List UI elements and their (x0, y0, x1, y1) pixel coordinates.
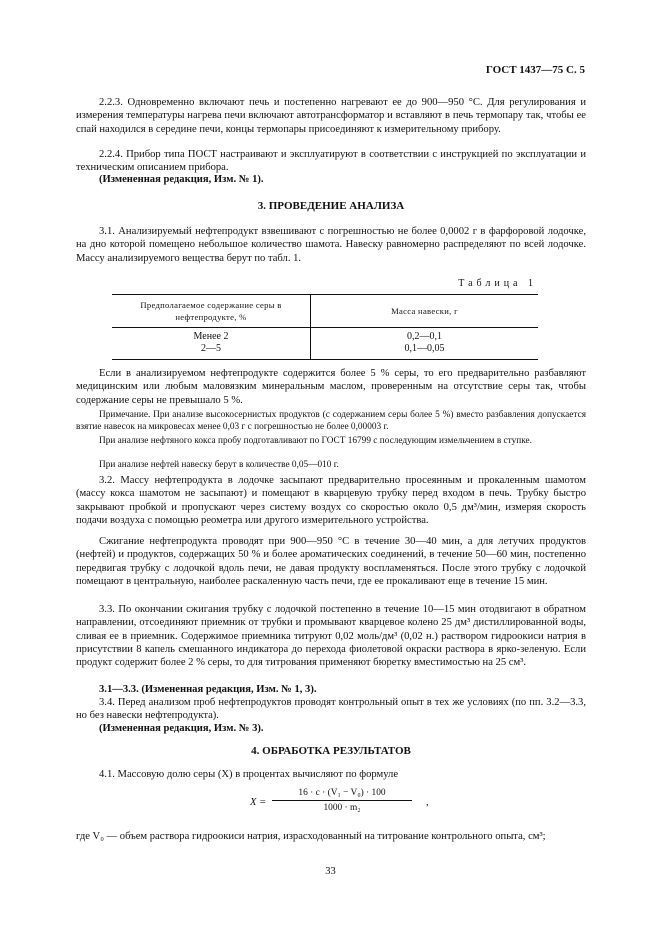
paragraph-2-2-3: 2.2.3. Одновременно включают печь и постепенно нагревают ее до 900—950 °С. Для регулирования и измерения температуры нагрева печи включают автотрансформатор и вставляют в печь термопару так, чтобы ее спай находился в середине печи, концы термопары присоединяют к измерительному прибору. (76, 97, 586, 135)
paragraph-3-1: 3.1. Анализируемый нефтепродукт взвешивают с погрешностью не более 0,0002 г в фарфоровой лодочке, на дно которой помещено небольшое количество шамота. Навеску равномерно распределяют по всей лодочке. Массу анализируемого вещества берут по табл. 1. (76, 226, 586, 264)
formula-numerator: 16 · c · (V₁ − V₀) · 100 (272, 788, 412, 801)
table-cell-mass-2: 0,1—0,05 (404, 343, 445, 354)
note-oil: При анализе нефтей навеску берут в количестве 0,05—010 г. (99, 460, 339, 470)
table-cell-sulfur-1: Менее 2 (193, 331, 229, 342)
formula-lhs: X = (250, 797, 267, 808)
paragraph-2-2-4: 2.2.4. Прибор типа ПОСТ настраивают и эксплуатируют в соответствии с инструкцией по эксплуатации и техническим описанием прибора. (76, 149, 586, 174)
paragraph-3-4: 3.4. Перед анализом проб нефтепродуктов проводят контрольный опыт в тех же условиях (по пп. 3.2—3.3, но без навески нефтепродукта). (76, 697, 586, 722)
paragraph-4-1: 4.1. Массовую долю серы (X) в процентах вычисляют по формуле (99, 769, 399, 780)
table-cell-sulfur-2: 2—5 (201, 343, 221, 354)
amendment-note-2: 3.1—3.3. (Измененная редакция, Изм. № 1, 3). (99, 684, 317, 695)
paragraph-combustion: Сжигание нефтепродукта проводят при 900—950 °С в течение 30—40 мин, а для летучих продуктов (нефтей) и продуктов, содержащих 50 % и более ароматических соединений, в течение 50—60 мин, постепенно передвигая трубку с лодочкой вдоль печи, не давая продукту воспламеняться. После этого трубку с лодочкой помещают в центральную, наиболее раскаленную часть печи, где ее прокаливают еще в течение 15 мин. (76, 536, 586, 587)
sample-mass-table (112, 294, 538, 360)
formula-denominator: 1000 · m₂ (323, 803, 361, 813)
section-4-heading: 4. ОБРАБОТКА РЕЗУЛЬТАТОВ (251, 745, 411, 757)
page-header: ГОСТ 1437—75 С. 5 (485, 64, 585, 76)
formula-comma: , (426, 797, 429, 808)
section-3-heading: 3. ПРОВЕДЕНИЕ АНАЛИЗА (257, 200, 405, 212)
paragraph-dilution: Если в анализируемом нефтепродукте содержится более 5 % серы, то его предварительно разбавляют медицинским или любым маловязким минеральным маслом, проверенным на отсутствие серы так, чтобы содержание серы не превышало 5 %. (76, 368, 586, 406)
table-row (112, 328, 311, 360)
table-caption: Таблица 1 (458, 278, 537, 289)
table-header-sulfur: Предполагаемое содержание серы в нефтепродукте, % (112, 295, 311, 328)
paragraph-3-2: 3.2. Массу нефтепродукта в лодочке засыпают предварительно просеянным и прокаленным шамотом (массу кокса шамотом не засыпают) и помещают в кварцевую трубку перед входом в печь. Трубку быстро закрывают пробкой и пропускают через систему воздух со скоростью около 0,5 дм³/мин, измеряя скорость подачи воздуха с помощью реометра или другого измерительного устройства. (76, 475, 586, 526)
table-row (311, 328, 539, 360)
amendment-note-3: (Измененная редакция, Изм. № 3). (99, 723, 264, 734)
note-high-sulfur: Примечание. При анализе высокосернистых продуктов (с содержанием серы более 5 %) вместо разбавления допускается взятие навесок на микровесах менее 0,03 г с погрешностью не более 0,00003 г. (76, 410, 586, 432)
table-header-mass: Масса навески, г (311, 295, 539, 328)
paragraph-3-3: 3.3. По окончании сжигания трубку с лодочкой постепенно в течение 10—15 мин отодвигают в обратном направлении, отсоединяют приемник от трубки и промывают кварцевое колено 25 дм³ дистиллированной воды, сливая ее в приемник. Содержимое приемника титруют 0,02 моль/дм³ (0,02 н.) раствором гидроокиси натрия в присутствии 8 капель смешанного индикатора до перехода фиолетовой окраски раствора в ярко-зеленую. Если продукт содержит более 2 % серы, то для титрования применяют бюретку вместимостью на 25 см³. (76, 604, 586, 669)
formula-fraction (272, 788, 412, 813)
amendment-note-1: (Измененная редакция, Изм. № 1). (99, 174, 264, 185)
page-number: 33 (325, 866, 336, 877)
table-cell-mass-1: 0,2—0,1 (407, 331, 442, 342)
note-coke: При анализе нефтяного кокса пробу подготавливают по ГОСТ 16799 с последующим измельчением в ступке. (99, 436, 532, 446)
definition-v0: где V₀ — объем раствора гидроокиси натрия, израсходованный на титрование контрольного опыта, см³; (76, 831, 546, 842)
